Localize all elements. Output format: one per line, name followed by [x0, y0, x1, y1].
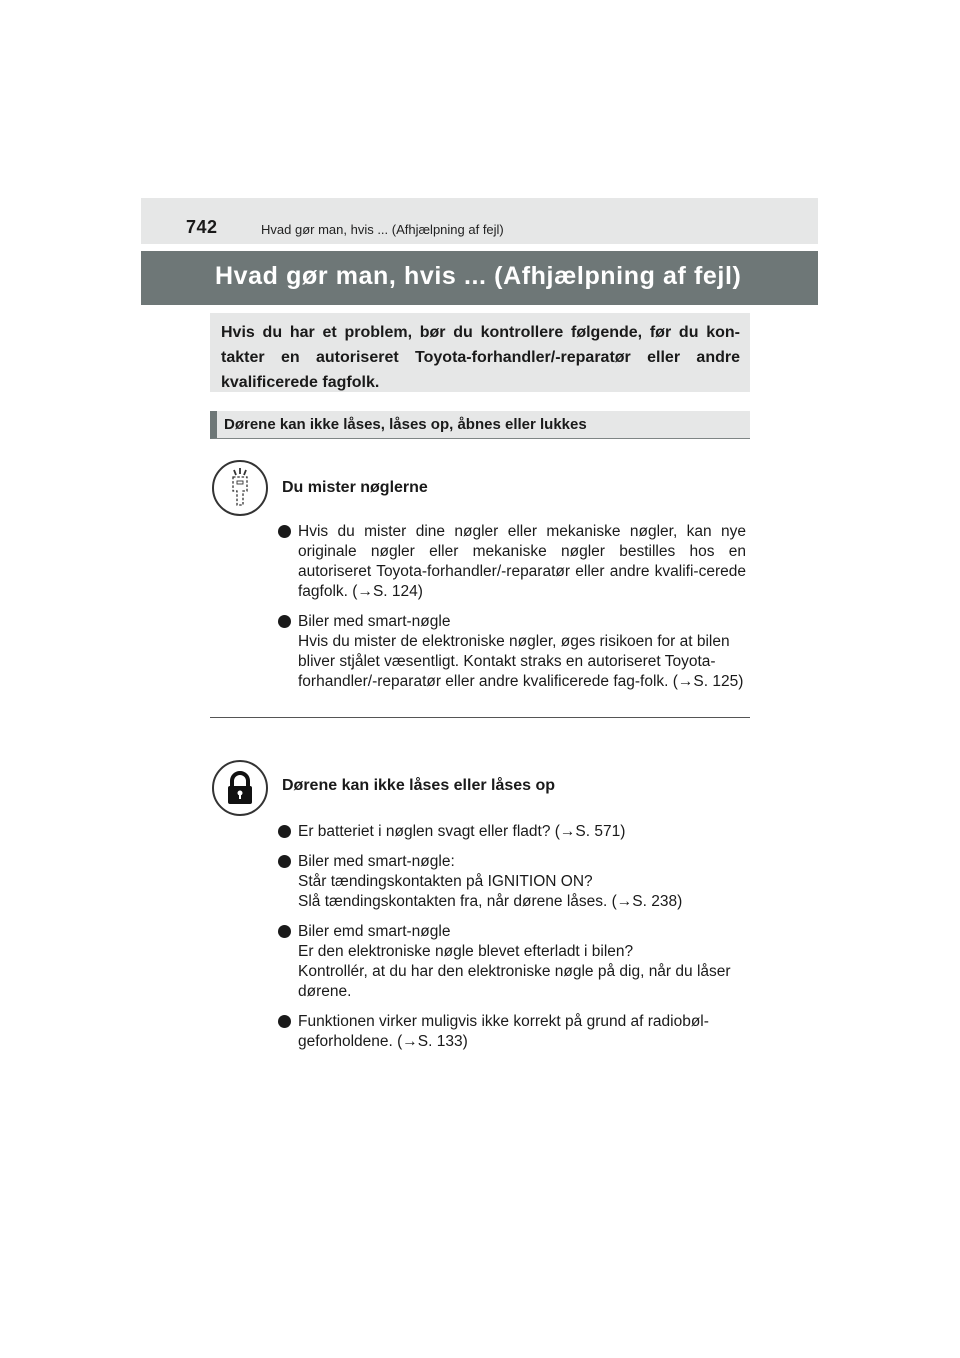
- bullet-icon: [278, 615, 291, 628]
- lost-keys-list: [276, 522, 746, 702]
- intro-box: [210, 313, 750, 392]
- bullet-icon: [278, 925, 291, 938]
- bullet-text: Funktionen virker muligvis ikke korrekt på grund af radiobøl-geforholdene. (→S. 133): [298, 1013, 709, 1050]
- list-item: [276, 922, 746, 1002]
- bullet-text: Er batteriet i nøglen svagt eller fladt? (→S. 571): [298, 823, 626, 840]
- bullet-icon: [278, 825, 291, 838]
- divider: [210, 717, 750, 718]
- bullet-text: Hvis du mister dine nøgler eller mekaniske nøgler, kan nye originale nøgler eller mekaniske nøgler bestilles hos en autoriseret Toyota-forhandler/-reparatør eller andre kvalifi-cerede fagfolk. (→S. 124): [298, 523, 746, 600]
- list-item: [276, 612, 746, 692]
- running-head-title: Hvad gør man, hvis ... (Afhjælpning af fejl): [261, 222, 504, 237]
- chapter-title-bar: [141, 251, 818, 305]
- bullet-icon: [278, 1015, 291, 1028]
- padlock-icon: [212, 760, 268, 816]
- bullet-text: Biler med smart-nøgle Hvis du mister de elektroniske nøgler, øges risikoen for at bilen bliver stjålet væsentligt. Kontakt straks en autoriseret Toyota-forhandler/-reparatør eller andre kvalificerede fag-folk. (→S. 125): [298, 613, 744, 690]
- list-item: [276, 852, 746, 912]
- item-title-lost-keys: Du mister nøglerne: [282, 479, 428, 496]
- doors-lock-list: [276, 822, 746, 1062]
- bullet-text: Biler med smart-nøgle: Står tændingskontakten på IGNITION ON? Slå tændingskontakten fra, når dørene låses. (→S. 238): [298, 853, 683, 910]
- section-heading: [210, 411, 750, 439]
- page-number: 742: [186, 217, 218, 237]
- intro-text: Hvis du har et problem, bør du kontrollere følgende, før du kon-takter en autoriseret Toyota-forhandler/-reparatør eller andre kvalificerede fagfolk.: [221, 324, 740, 391]
- list-item: [276, 1012, 746, 1052]
- running-header: [141, 198, 818, 244]
- item-title-doors-lock: Dørene kan ikke låses eller låses op: [282, 777, 556, 794]
- bullet-icon: [278, 525, 291, 538]
- bullet-text: Biler emd smart-nøgle Er den elektroniske nøgle blevet efterladt i bilen? Kontrollér, at du har den elektroniske nøgle på dig, når du låser dørene.: [298, 923, 731, 1000]
- page-title: Hvad gør man, hvis ... (Afhjælpning af fejl): [215, 262, 742, 290]
- list-item: [276, 522, 746, 602]
- section-heading-text: Dørene kan ikke låses, låses op, åbnes eller lukkes: [224, 416, 587, 433]
- list-item: [276, 822, 746, 842]
- bullet-icon: [278, 855, 291, 868]
- key-icon: [212, 460, 268, 516]
